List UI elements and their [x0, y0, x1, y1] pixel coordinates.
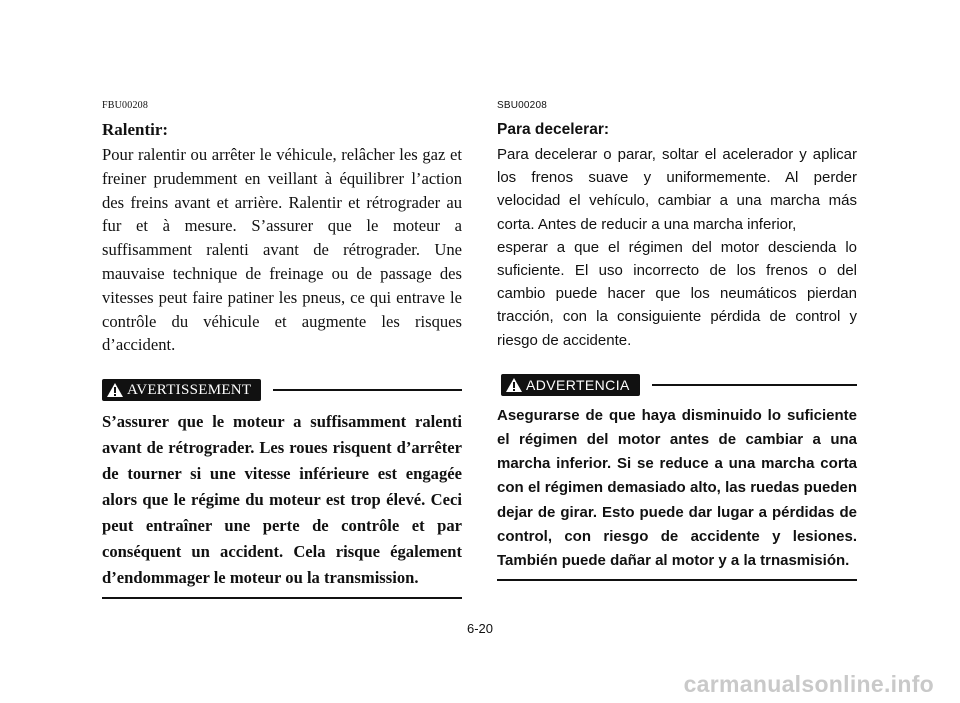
section-body-part2: esperar a que el régimen del motor descienda lo suficiente. El uso incorrecto de los frenos o del cambio puede hacer que los neumáticos pierdan tracción, con la consiguiente pérdida de control y riesgo de accidente. [497, 238, 857, 349]
section-heading: Ralentir: [102, 120, 169, 139]
spanish-column [497, 100, 857, 581]
section-body: Pour ralentir ou arrêter le véhicule, relâcher les gaz et freiner prudemment en veillant à équilibrer l’action des freins avant et arrière. Ralentir et rétrograder au fur et à mesure. S’assurer que le moteur a suffisamment ralenti avant de rétrograder. Une mauvaise technique de freinage ou de passage des vitesses peut faire patiner les pneus, ce qui entrave le contrôle du véhicule et augmente les risques d’accident. [102, 145, 462, 355]
section-body [497, 143, 857, 352]
section-code: SBU00208 [497, 100, 547, 111]
section-body-part1: Para decelerar o parar, soltar el acelerador y aplicar los frenos suave y uniformemente. Al perder velocidad el vehículo, cambiar a una marcha más corta. Antes de reducir a una marcha inferior, [497, 146, 857, 233]
warning-end-rule [102, 597, 462, 599]
section-heading: Para decelerar: [497, 121, 610, 138]
page-number: 6-20 [466, 621, 494, 636]
warning-header [102, 379, 462, 401]
warning-text: S’assurer que le moteur a suffisamment ralenti avant de rétrograder. Les roues risquent d’arrêter de tourner si une vitesse inférieure est engagée alors que le régime du moteur est trop élevé. Ceci peut entraîner une perte de contrôle et par conséquent un accident. Cela risque également d’endommager le moteur ou la transmission. [102, 412, 462, 588]
watermark: carmanualsonline.info [683, 671, 934, 697]
warning-end-rule [497, 579, 857, 581]
warning-badge [501, 374, 640, 396]
warning-badge [102, 379, 261, 401]
warning-triangle-icon [505, 377, 523, 393]
french-column [102, 100, 462, 599]
warning-rule [652, 384, 857, 386]
warning-label: ADVERTENCIA [526, 376, 630, 393]
warning-label: AVERTISSEMENT [127, 381, 252, 398]
warning-header [497, 374, 857, 396]
section-code: FBU00208 [102, 100, 149, 111]
warning-text: Asegurarse de que haya disminuido lo suficiente el régimen del motor antes de cambiar a una marcha inferior. Si se reduce a una marcha corta con el régimen demasiado alto, las ruedas pueden dejar de girar. Esto puede dar lugar a pérdidas de control, con riesgo de accidente y lesiones. También puede dañar al motor y a la trnasmisión. [497, 406, 857, 570]
warning-triangle-icon [106, 382, 124, 398]
warning-rule [273, 389, 462, 391]
